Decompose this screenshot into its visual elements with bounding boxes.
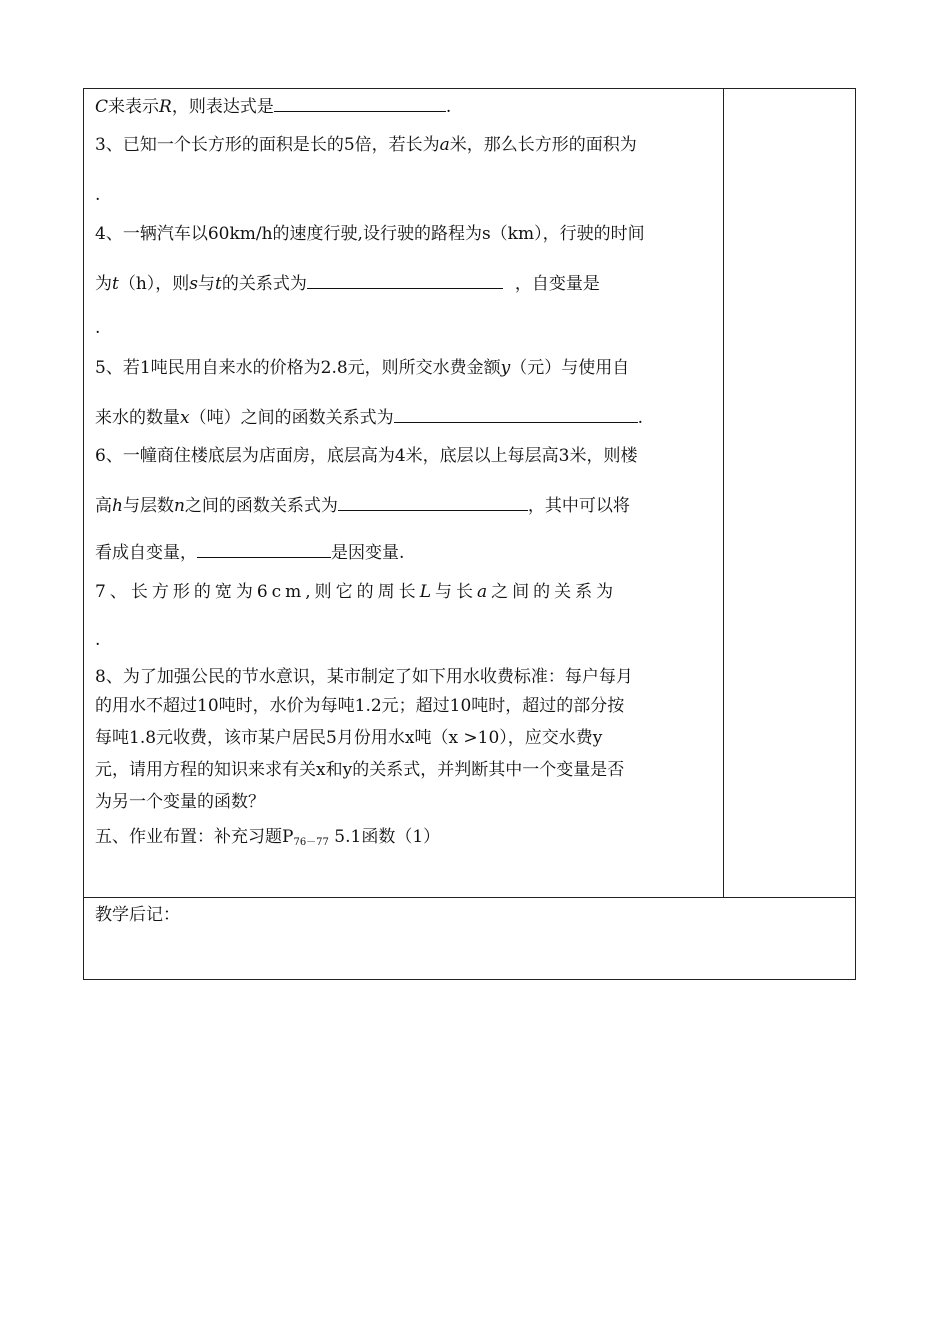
line-1 [95, 95, 715, 117]
q6-line-c [95, 541, 715, 563]
q8-line-e: 为另一个变量的函数？ [95, 792, 265, 812]
text: 之间的关系为 [491, 582, 618, 602]
q5-line-a [95, 358, 715, 378]
text: . [445, 97, 452, 117]
answer-blank[interactable] [197, 541, 331, 558]
text: 五、作业布置：补充习题P [95, 827, 294, 847]
q5-line-b [95, 406, 715, 428]
text: 为 [95, 274, 112, 294]
q8-line-b: 的用水不超过10吨时，水价为每吨1.2元；超过10吨时，超过的部分按 [95, 696, 625, 716]
homework-line [95, 827, 715, 853]
var-t: t [112, 274, 119, 294]
q4-line-a: 4、一辆汽车以60km/h的速度行驶,设行驶的路程为s（km），行驶的时间 [95, 224, 645, 244]
text: 5.1函数（1） [328, 827, 441, 847]
text: 与 [198, 274, 216, 294]
q7-line [95, 582, 715, 602]
var-n: n [173, 496, 185, 516]
q7-dot: . [95, 630, 101, 650]
q4-line-b [95, 272, 715, 294]
text: 5、若1吨民用自来水的价格为2.8元，则所交水费金额 [95, 358, 501, 378]
text: ，自变量是 [514, 274, 600, 294]
text: ，则表达式是 [171, 97, 274, 117]
text: 来表示 [108, 97, 160, 117]
text: 3、已知一个长方形的面积是长的5倍，若长为 [95, 135, 440, 155]
answer-blank[interactable] [338, 494, 528, 511]
q8-line-a: 8、为了加强公民的节水意识，某市制定了如下用水收费标准：每户每月 [95, 667, 633, 687]
var-y: y [500, 358, 511, 378]
answer-blank[interactable] [307, 272, 503, 289]
answer-blank[interactable] [394, 406, 638, 423]
var-t: t [215, 274, 222, 294]
text: ，其中可以将 [527, 496, 630, 516]
text: . [637, 408, 643, 428]
var-a: a [476, 582, 492, 602]
text: 与长 [434, 582, 477, 602]
var-c: C [95, 97, 109, 117]
var-h: h [112, 496, 123, 516]
text: （元）与使用自 [510, 358, 630, 378]
text: 是因变量. [331, 543, 405, 563]
text: 与层数 [122, 496, 174, 516]
text: （h），则 [118, 274, 190, 294]
var-x: x [180, 408, 190, 428]
text: 高 [95, 496, 112, 516]
q3-dot: . [95, 185, 101, 205]
q8-line-d: 元，请用方程的知识来求有关x和y的关系式，并判断其中一个变量是否 [95, 760, 625, 780]
var-r: R [159, 97, 172, 117]
var-s: s [189, 274, 199, 294]
text: 看成自变量， [95, 543, 197, 563]
var-a: a [439, 135, 450, 155]
text: 之间的函数关系式为 [184, 496, 338, 516]
teaching-note-label: 教学后记： [95, 905, 180, 925]
answer-blank[interactable] [274, 95, 446, 112]
text: （吨）之间的函数关系式为 [189, 408, 394, 428]
q6-line-a: 6、一幢商住楼底层为店面房，底层高为4米，底层以上每层高3米，则楼 [95, 446, 638, 466]
q6-line-b [95, 494, 715, 516]
column-divider [723, 88, 724, 898]
row-divider [83, 897, 856, 898]
text: 米，那么长方形的面积为 [449, 135, 637, 155]
q4-dot: . [95, 318, 101, 338]
q3-line [95, 135, 715, 155]
text: 的关系式为 [221, 274, 307, 294]
text: 7、长方形的宽为6cm,则它的周长 [95, 582, 420, 602]
page-range: 76－77 [293, 837, 329, 848]
q8-line-c: 每吨1.8元收费，该市某户居民5月份用水x吨（x >10），应交水费y [95, 728, 603, 748]
var-l: L [419, 582, 435, 602]
text: 来水的数量 [95, 408, 180, 428]
